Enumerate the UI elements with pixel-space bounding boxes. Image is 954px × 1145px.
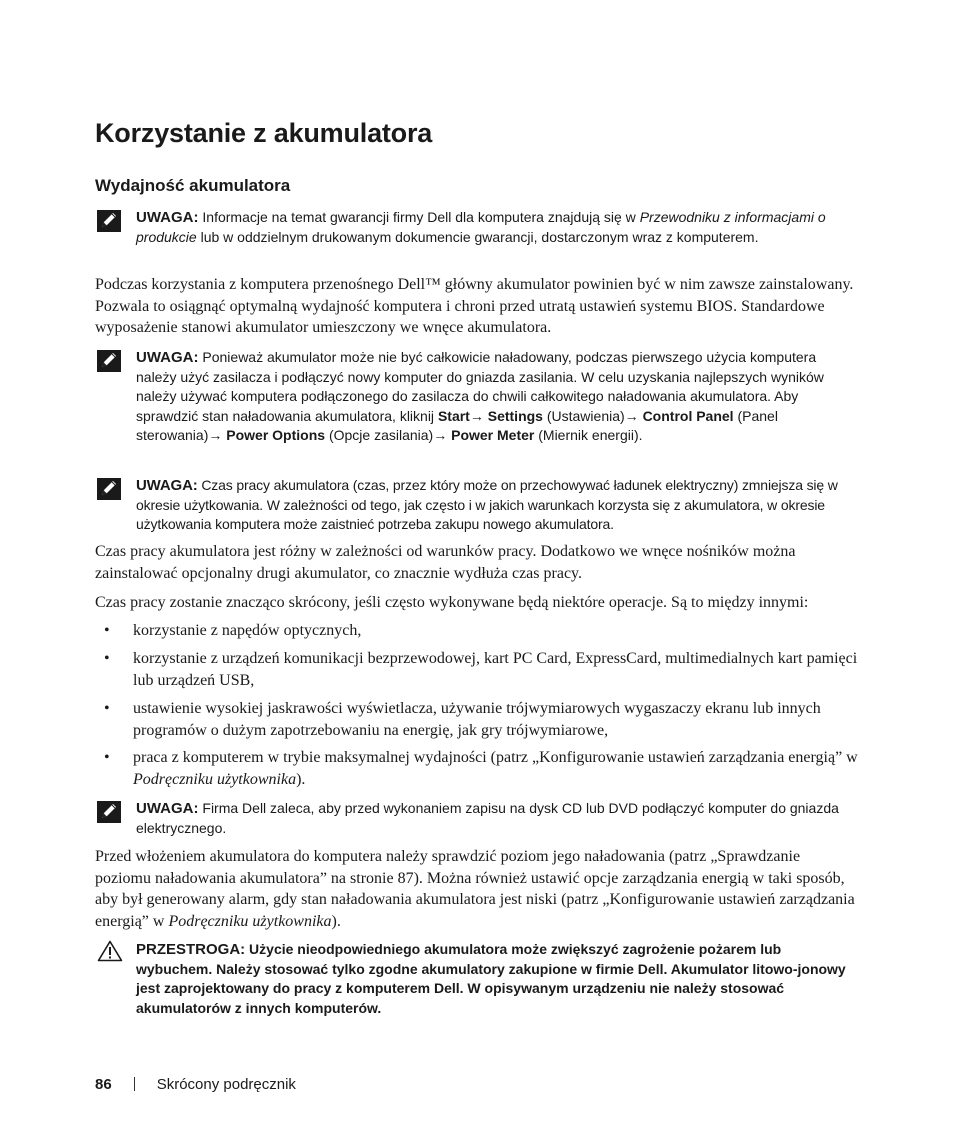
note-label: UWAGA: <box>136 349 199 366</box>
menu-power-options: Power Options <box>226 427 326 443</box>
arrow-glyph: → <box>469 407 484 424</box>
note-block <box>95 208 860 247</box>
bullet-marker: • <box>104 650 110 667</box>
page-title: Korzystanie z akumulatora <box>95 118 433 148</box>
body-paragraph: Podczas korzystania z komputera przenośnego Dell™ główny akumulator powinien być w nim zawsze zainstalowany. Pozwala to osiągnąć optymalną wydajność komputera i chroni przed utratą ustawień systemu BIOS. Standardowe wyposażenie stanowi akumulator umieszczony we wnęce akumulatora. <box>95 276 854 336</box>
list-item <box>95 698 860 741</box>
list-item-text: korzystanie z urządzeń komunikacji bezprzewodowej, kart PC Card, ExpressCard, multimedialnych kart pamięci lub urządzeń USB, <box>133 650 858 689</box>
list-item-text-part: ). <box>296 770 306 788</box>
note-text: (Opcje zasilania) <box>325 427 434 443</box>
menu-control-panel: Control Panel <box>642 407 734 424</box>
note-label: UWAGA: <box>136 800 199 817</box>
book-title: Skrócony podręcznik <box>156 1076 296 1093</box>
note-text: Ponieważ akumulator może nie być całkowicie naładowany, podczas pierwszego użycia komputera należy użyć zasilacza i podłączyć nowy komputer do gniazda zasilania. W celu uzyskania najlepszych wyników należy używać komputera podłączonego do zasilacza do chwili całkowitego naładowania akumulatora. Aby sprawdzić stan naładowania akumulatora, kliknij <box>136 349 824 424</box>
italic-ref: Podręczniku użytkownika <box>133 770 297 788</box>
note-block <box>95 799 860 838</box>
note-label: UWAGA: <box>136 209 199 226</box>
caution-block <box>95 940 860 1018</box>
note-italic-ref: Przewodniku z informacjami o produkcie <box>136 209 826 245</box>
bullet-marker: • <box>104 749 110 766</box>
section-heading: Wydajność akumulatora <box>95 176 291 195</box>
note-text: Informacje na temat gwarancji firmy Dell dla komputera znajdują się w <box>198 209 640 225</box>
note-text: (Miernik energii). <box>534 427 643 443</box>
list-item <box>95 747 860 790</box>
note-text: (Ustawienia) <box>542 407 625 424</box>
menu-start: Start <box>437 407 470 424</box>
menu-settings: Settings <box>487 407 543 424</box>
italic-ref: Podręczniku użytkownika <box>168 912 332 930</box>
list-item <box>95 648 860 691</box>
arrow-glyph: → <box>208 427 223 443</box>
note-pencil-icon <box>97 210 121 232</box>
body-paragraph <box>95 846 860 932</box>
note-text: Czas pracy akumulatora (czas, przez który może on przechowywać ładunek elektryczny) zmniejsza się w okresie użytkowania. W zależności od tego, jak często i w jakich warunkach korzysta się z akumulatora, w okresie użytkowania komputera może zaistnieć potrzeba zakupu nowego akumulatora. <box>136 477 838 532</box>
body-paragraph: Czas pracy akumulatora jest różny w zależności od warunków pracy. Dodatkowo we wnęce nośników można zainstalować opcjonalny drugi akumulator, co znacznie wydłuża czas pracy. <box>95 543 796 582</box>
note-pencil-icon <box>97 478 121 500</box>
list-item-text-part: praca z komputerem w trybie maksymalnej wydajności (patrz „Konfigurowanie ustawień zarządzania energią” w <box>133 749 858 766</box>
list-item-text: ustawienie wysokiej jaskrawości wyświetlacza, używanie trójwymiarowych wygaszaczy ekranu lub innych programów o dużym zapotrzebowaniu na energię, jak gry trójwymiarowe, <box>133 700 821 739</box>
note-text: (Panel sterowania) <box>136 407 778 443</box>
note-label: UWAGA: <box>136 477 198 494</box>
note-block <box>95 476 860 535</box>
note-text: Firma Dell zaleca, aby przed wykonaniem zapisu na dysk CD lub DVD podłączyć komputer do gniazda elektrycznego. <box>136 800 839 836</box>
paragraph-text-part: Przed włożeniem akumulatora do komputera należy sprawdzić poziom jego naładowania (patrz „Sprawdzanie poziomu naładowania akumulatora” na stronie 87). Można również ustawić opcje zarządzania energią w taki sposób, aby był generowany alarm, gdy stan naładowania akumulatora jest niski (patrz „Konfigurowanie ustawień zarządzania energią” w <box>95 848 855 930</box>
caution-label: PRZESTROGA: <box>136 941 246 958</box>
paragraph-text-part: ). <box>331 912 341 930</box>
caution-text: Użycie nieodpowiedniego akumulatora może zwiększyć zagrożenie pożarem lub wybuchem. Należy stosować tylko zgodne akumulatory zakupione w firmie Dell. Akumulator litowo-jonowy jest zaprojektowany do pracy z komputerem Dell. W opisywanym urządzeniu nie należy stosować akumulatorów z innych komputerów. <box>136 941 846 1016</box>
arrow-glyph: → <box>624 407 639 424</box>
page-number: 86 <box>95 1076 112 1093</box>
page-footer <box>95 1076 296 1093</box>
menu-power-meter: Power Meter <box>451 427 535 443</box>
list-item-text <box>133 747 860 790</box>
arrow-glyph: → <box>433 427 448 443</box>
body-paragraph: Czas pracy zostanie znacząco skrócony, jeśli często wykonywane będą niektóre operacje. Są to między innymi: <box>95 594 809 611</box>
note-text: lub w oddzielnym drukowanym dokumencie gwarancji, dostarczonym wraz z komputerem. <box>196 228 759 245</box>
note-pencil-icon <box>97 801 121 823</box>
list-item <box>95 620 860 642</box>
note-pencil-icon <box>97 350 121 372</box>
footer-divider <box>134 1077 135 1091</box>
bullet-marker: • <box>104 700 110 717</box>
bullet-marker: • <box>104 622 110 639</box>
caution-triangle-icon <box>97 940 123 962</box>
note-block <box>95 348 860 446</box>
list-item-text: korzystanie z napędów optycznych, <box>133 622 362 639</box>
